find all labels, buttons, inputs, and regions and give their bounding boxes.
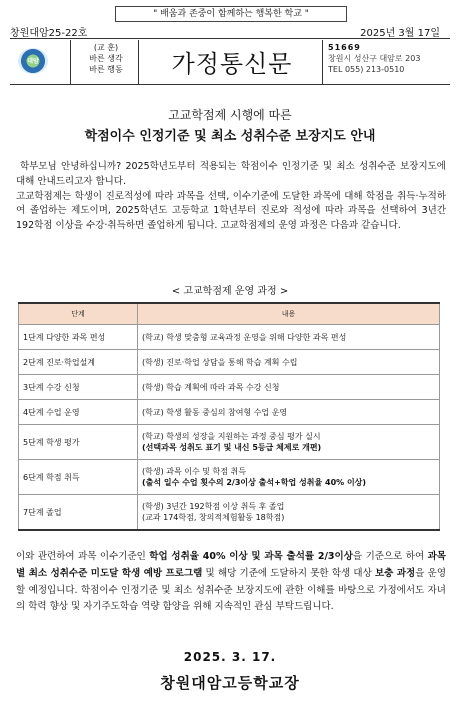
table-row [19,460,440,495]
divider [70,40,71,84]
intro-paragraph: 학부모님 안녕하십니까? 2025학년도부터 적용되는 학점이수 인정기준 및 최소 성취수준 보장지도에 대해 안내드리고자 합니다. [16,161,446,187]
content-cell: (학생) 학습 계획에 따라 과목 수강 신청 [138,375,440,400]
signature-date: 2025. 3. 17. [183,650,277,664]
divider [10,84,450,85]
school-motto-box [78,42,134,75]
content-cell: (학생) 진로·학업 상담을 통해 학습 계획 수립 [138,350,440,375]
content-cell: (학교) 학생의 성장을 지원하는 과정 중심 평가 실시 (선택과목 성취도 표기 및 내신 5등급 체제로 개편) [138,425,440,460]
school-motto-banner: " 배움과 존중이 함께하는 행복한 학교 " [115,6,347,22]
column-header-content: 내용 [138,303,440,325]
contact-info [328,42,450,75]
divider [322,40,323,84]
motto-line1: 바른 생각 [89,54,123,63]
process-table-title: < 고교학점제 운영 과정 > [171,286,289,297]
table-row [19,495,440,531]
table-header-row [19,303,440,325]
closing-paragraph: 이와 관련하여 과목 이수기준인 학업 성취율 40% 이상 및 과목 출석률 2/3이상을 기준으로 하여 과목별 최소 성취수준 미도달 학생 예방 프로그램 및 해당 기준에 도달하지 못한 학생 대상 보충 과정을 운영할 예정입니다. 학점이수 인정기준 및 최소 성취수준 보장지도에 관한 이해를 바탕으로 가정에서도 자녀의 학력 향상 및 자기주도학습 역량 함양을 위해 지속적인 관심 부탁드립니다. [16,551,446,613]
process-table [18,302,440,531]
school-phone: TEL 055) 213-0510 [328,65,405,74]
main-heading: 학점이수 인정기준 및 최소 성취수준 보장지도 안내 [84,129,376,144]
content-cell: (학교) 학생 활동 중심의 참여형 수업 운영 [138,400,440,425]
content-cell: (학생) 3년간 192학점 이상 취득 후 졸업 (교과 174학점, 창의적체험활동 18학점) [138,495,440,531]
step-cell: 7단계 졸업 [19,495,138,531]
table-row [19,425,440,460]
table-row [19,325,440,350]
content-cell: (학교) 학생 맞춤형 교육과정 운영을 위해 다양한 과목 편성 [138,325,440,350]
table-row [19,400,440,425]
issue-date: 2025년 3월 17일 [360,28,440,39]
school-logo-icon: 대암 [18,48,48,74]
postal-code: 51669 [328,43,361,52]
letter-header [10,40,450,84]
divider [138,40,139,84]
divider [10,38,450,39]
step-cell: 1단계 다양한 과목 편성 [19,325,138,350]
table-row [19,375,440,400]
document-number: 창원대암25-22호 [10,28,88,39]
content-cell: (학생) 과목 이수 및 학점 취득 (출석 일수 수업 횟수의 2/3이상 출석+학업 성취율 40% 이상) [138,460,440,495]
column-header-step: 단계 [19,303,138,325]
step-cell: 2단계 진로·학업설계 [19,350,138,375]
motto-label: (교 훈) [93,43,119,52]
motto-line2: 바른 행동 [89,65,123,74]
intro-body [16,160,446,234]
intro-paragraph: 고교학점제는 학생이 진로적성에 따라 과목을 선택, 이수기준에 도달한 과목에 대해 학점을 취득·누적하여 졸업하는 제도이며, 2025학년도 고등학교 1학년부터 진로와 적성에 따라 과목을 선택하여 3년간 192학점 이상을 수강·취득하면 졸업하게 됩니다. 고교학점제의 운영 과정은 다음과 같습니다. [16,190,446,232]
school-address: 창원시 성산구 대암로 203 [328,54,421,63]
table-row [19,350,440,375]
signatory: 창원대암고등학교장 [160,674,300,692]
page-title: 가정통신문 [171,50,293,78]
step-cell: 3단계 수강 신청 [19,375,138,400]
step-cell: 4단계 수업 운영 [19,400,138,425]
subtitle: 고교학점제 시행에 따른 [168,108,292,122]
step-cell: 6단계 학점 취득 [19,460,138,495]
step-cell: 5단계 학생 평가 [19,425,138,460]
